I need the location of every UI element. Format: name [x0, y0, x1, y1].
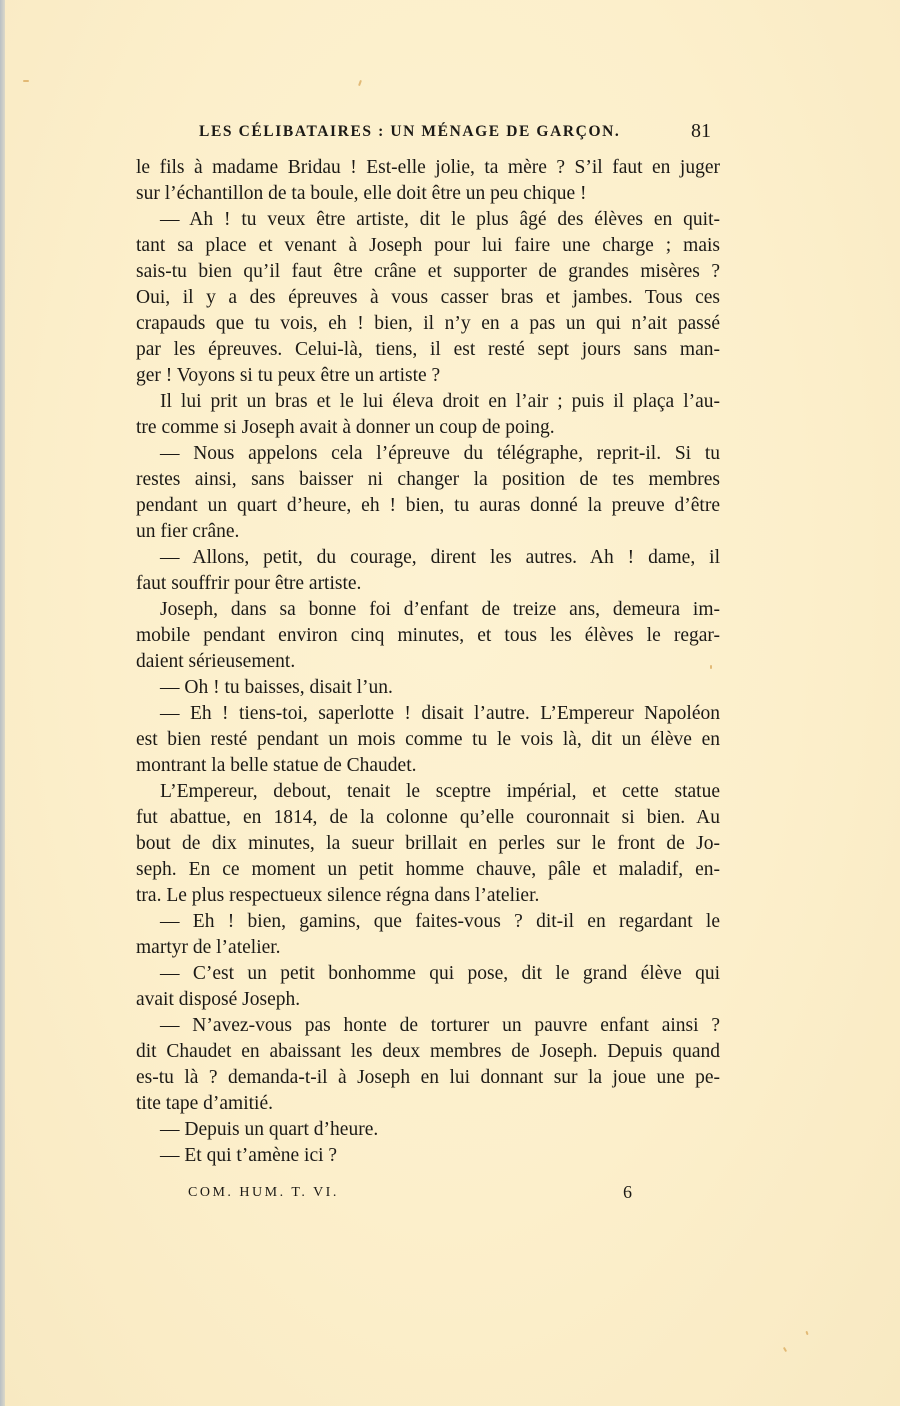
text-line: avait disposé Joseph.	[136, 989, 301, 1010]
text-line: crapauds que tu vois, eh ! bien, il n’y en a pas un qui n’ait passé	[136, 313, 720, 334]
text-line: — Ah ! tu veux être artiste, dit le plus âgé des élèves en quit-	[160, 209, 720, 230]
text-line: Il lui prit un bras et le lui éleva droit en l’air ; puis il plaça l’au-	[160, 391, 720, 412]
scan-edge	[0, 0, 5, 1406]
text-line: daient sérieusement.	[136, 651, 296, 672]
signature-mark: COM. HUM. T. VI.	[188, 1185, 339, 1200]
text-line: restes ainsi, sans baisser ni changer la position de tes membres	[136, 469, 720, 490]
text-line: — Oh ! tu baisses, disait l’un.	[160, 677, 393, 698]
page-footer	[136, 1182, 720, 1206]
text-line: L’Empereur, debout, tenait le sceptre impérial, et cette statue	[160, 781, 720, 802]
text-line: tite tape d’amitié.	[136, 1093, 273, 1114]
text-line: par les épreuves. Celui-là, tiens, il est resté sept jours sans man-	[136, 339, 720, 360]
text-line: — Eh ! tiens-toi, saperlotte ! disait l’autre. L’Empereur Napoléon	[160, 703, 720, 724]
paper-fleck	[358, 80, 362, 86]
running-head	[136, 120, 711, 146]
text-line: tre comme si Joseph avait à donner un coup de poing.	[136, 417, 555, 438]
text-line: bout de dix minutes, la sueur brillait en perles sur le front de Jo-	[136, 833, 720, 854]
body-text	[136, 155, 720, 1169]
paper-fleck	[783, 1347, 787, 1352]
text-line: — Eh ! bien, gamins, que faites-vous ? dit-il en regardant le	[160, 911, 720, 932]
text-line: Joseph, dans sa bonne foi d’enfant de treize ans, demeura im-	[160, 599, 720, 620]
text-line: — N’avez-vous pas honte de torturer un pauvre enfant ainsi ?	[160, 1015, 720, 1036]
text-line: montrant la belle statue de Chaudet.	[136, 755, 417, 776]
text-line: — Nous appelons cela l’épreuve du télégraphe, reprit-il. Si tu	[160, 443, 720, 464]
text-line: tra. Le plus respectueux silence régna dans l’atelier.	[136, 885, 540, 906]
text-line: est bien resté pendant un mois comme tu le vois là, dit un élève en	[136, 729, 720, 750]
text-line: — C’est un petit bonhomme qui pose, dit le grand élève qui	[160, 963, 720, 984]
text-line: dit Chaudet en abaissant les deux membres de Joseph. Depuis quand	[136, 1041, 720, 1062]
text-line: — Allons, petit, du courage, dirent les autres. Ah ! dame, il	[160, 547, 720, 568]
text-line: sur l’échantillon de ta boule, elle doit être un peu chique !	[136, 183, 587, 204]
text-line: ger ! Voyons si tu peux être un artiste ?	[136, 365, 441, 386]
text-line: sais-tu bien qu’il faut être crâne et supporter de grandes misères ?	[136, 261, 720, 282]
running-title: LES CÉLIBATAIRES : UN MÉNAGE DE GARÇON.	[199, 123, 621, 140]
text-line: fut abattue, en 1814, de la colonne qu’elle couronnait si bien. Au	[136, 807, 720, 828]
text-line: un fier crâne.	[136, 521, 240, 542]
text-line: — Depuis un quart d’heure.	[160, 1119, 379, 1140]
paper-fleck	[23, 80, 29, 82]
text-line: — Et qui t’amène ici ?	[160, 1145, 338, 1166]
text-line: es-tu là ? demanda-t-il à Joseph en lui donnant sur la joue une pe-	[136, 1067, 720, 1088]
page-number: 81	[691, 120, 711, 142]
text-line: tant sa place et venant à Joseph pour lui faire une charge ; mais	[136, 235, 720, 256]
text-line: martyr de l’atelier.	[136, 937, 281, 958]
text-line: faut souffrir pour être artiste.	[136, 573, 362, 594]
paper-fleck	[805, 1331, 808, 1335]
gathering-number: 6	[623, 1182, 632, 1202]
text-line: le fils à madame Bridau ! Est-elle jolie, ta mère ? S’il faut en juger	[136, 157, 720, 178]
text-line: pendant un quart d’heure, eh ! bien, tu auras donné la preuve d’être	[136, 495, 720, 516]
text-line: Oui, il y a des épreuves à vous casser bras et jambes. Tous ces	[136, 287, 720, 308]
text-line: mobile pendant environ cinq minutes, et tous les élèves le regar-	[136, 625, 720, 646]
text-line: seph. En ce moment un petit homme chauve, pâle et maladif, en-	[136, 859, 720, 880]
